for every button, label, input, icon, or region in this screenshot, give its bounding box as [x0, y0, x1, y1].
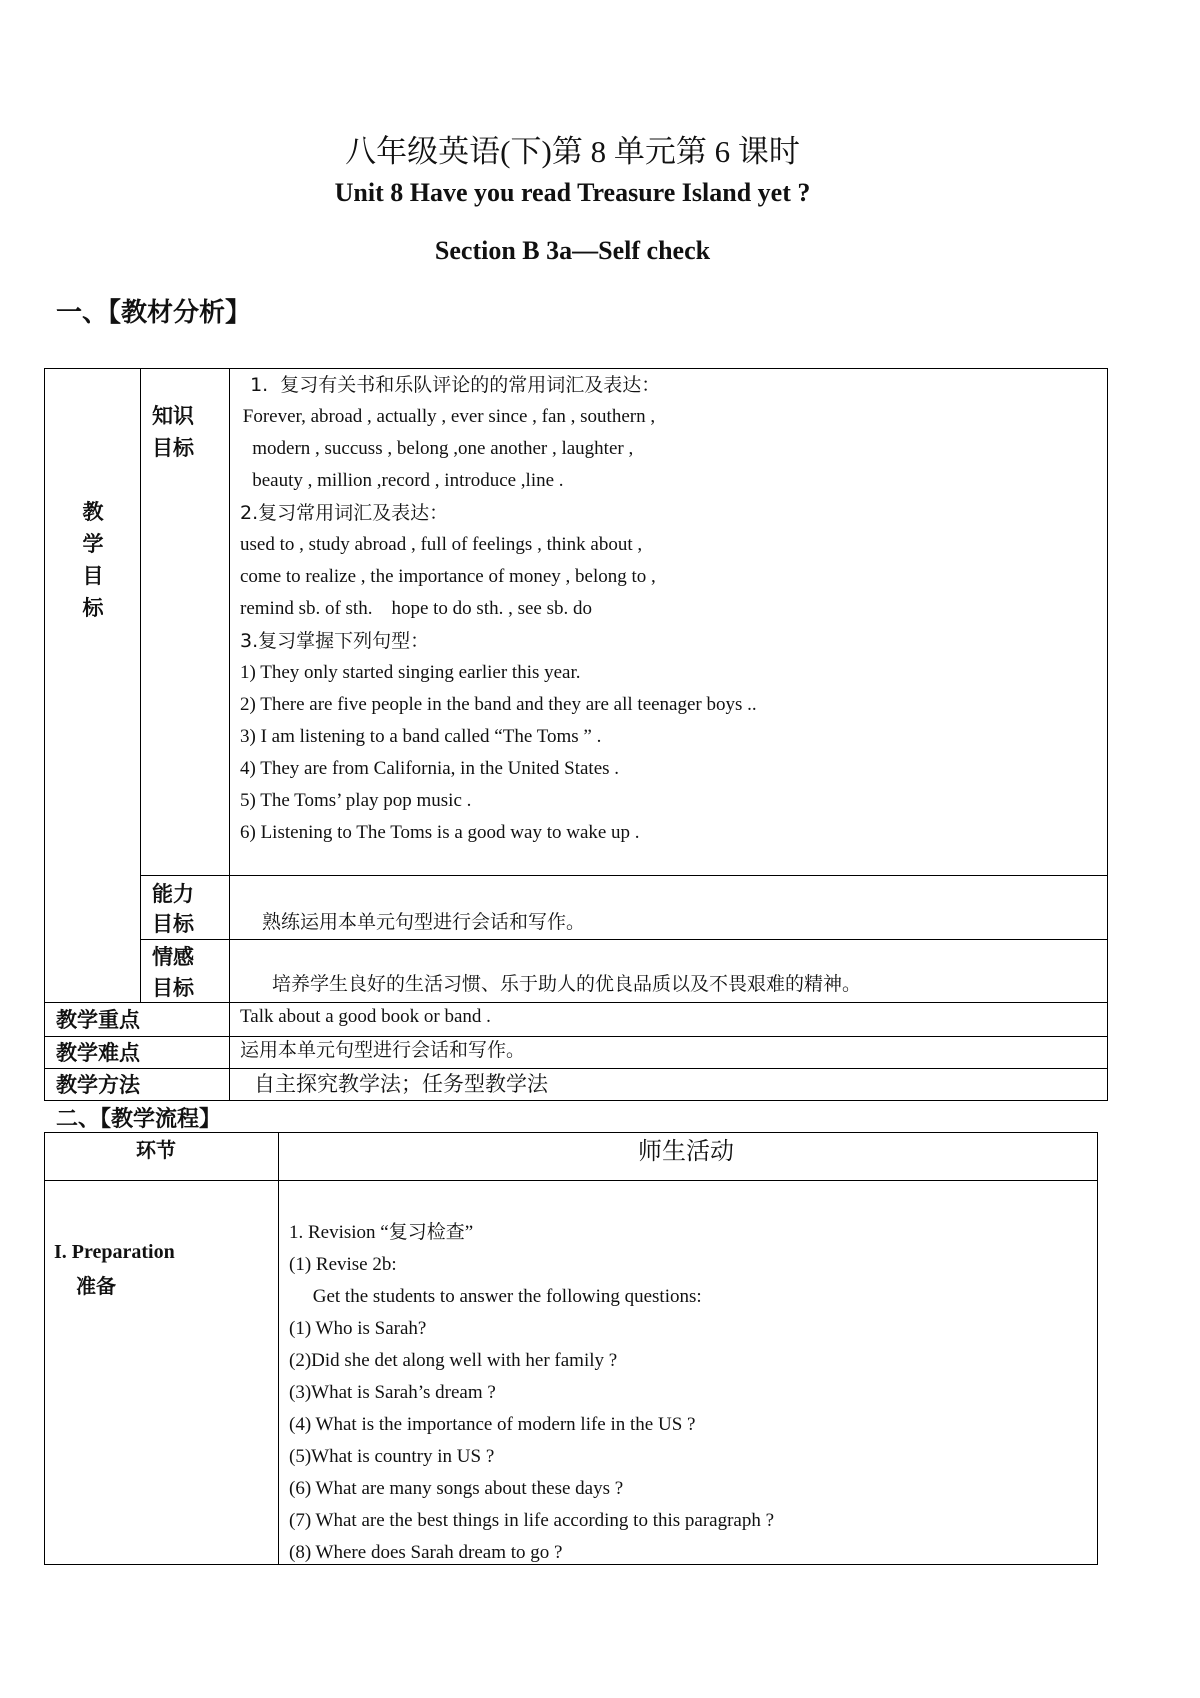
row-label-char: 学 — [82, 532, 104, 556]
row-label-char: 教 — [82, 500, 104, 524]
knowledge-label-2: 目标 — [152, 436, 194, 460]
activity-line: (8) Where does Sarah dream to go ? — [289, 1542, 563, 1563]
col-header-stage: 环节 — [136, 1138, 176, 1162]
stage-name-cn: 准备 — [76, 1274, 116, 1298]
knowledge-label: 知识 — [152, 404, 194, 428]
knowledge-line: Forever, abroad , actually , ever since , fan , southern , — [238, 406, 656, 427]
ability-text: 熟练运用本单元句型进行会话和写作。 — [262, 911, 586, 933]
key-point-label: 教学重点 — [56, 1008, 140, 1032]
knowledge-line: 3) I am listening to a band called “The Toms ” . — [240, 726, 602, 747]
activity-line: (7) What are the best things in life according to this paragraph ? — [289, 1510, 775, 1531]
knowledge-line: 3.复习掌握下列句型： — [240, 630, 430, 652]
activity-line: (1) Who is Sarah? — [289, 1318, 427, 1339]
knowledge-line: beauty , million ,record , introduce ,line . — [238, 470, 564, 491]
key-point-text: Talk about a good book or band . — [240, 1006, 491, 1027]
knowledge-line: modern , succuss , belong ,one another , laughter , — [238, 438, 634, 459]
page-title: 八年级英语(下)第 8 单元第 6 课时 — [345, 134, 800, 169]
row-label-char: 标 — [82, 596, 104, 620]
col-header-activity: 师生活动 — [638, 1137, 734, 1165]
knowledge-line: used to , study abroad , full of feelings , think about , — [240, 534, 643, 555]
activity-line: 1. Revision “复习检查” — [289, 1222, 474, 1243]
activity-line: Get the students to answer the following questions: — [289, 1286, 702, 1307]
difficulty-text: 运用本单元句型进行会话和写作。 — [240, 1039, 526, 1061]
knowledge-line: 4) They are from California, in the United States . — [240, 758, 620, 779]
knowledge-line: come to realize , the importance of money , belong to , — [240, 566, 656, 587]
unit-title: Unit 8 Have you read Treasure Island yet ? — [334, 178, 811, 207]
knowledge-line: 2) There are five people in the band and they are all teenager boys .. — [240, 694, 757, 715]
activity-line: (2)Did she det along well with her family ? — [289, 1350, 618, 1371]
difficulty-label: 教学难点 — [56, 1041, 140, 1065]
section1-heading: 一、【教材分析】 — [56, 298, 252, 328]
activity-line: (5)What is country in US ? — [289, 1446, 495, 1467]
knowledge-line: 6) Listening to The Toms is a good way to wake up . — [240, 822, 640, 843]
emotion-text: 培养学生良好的生活习惯、乐于助人的优良品质以及不畏艰难的精神。 — [272, 973, 862, 995]
method-label: 教学方法 — [56, 1073, 140, 1097]
activity-line: (4) What is the importance of modern life in the US ? — [289, 1414, 696, 1435]
row-label-char: 目 — [82, 564, 104, 588]
activity-line: (1) Revise 2b: — [289, 1254, 397, 1275]
knowledge-line: 2.复习常用词汇及表达： — [240, 502, 449, 524]
method-text: 自主探究教学法；任务型教学法 — [254, 1072, 548, 1096]
knowledge-line: 1. 复习有关书和乐队评论的的常用词汇及表达： — [238, 374, 661, 396]
knowledge-line: 1) They only started singing earlier this year. — [240, 662, 581, 683]
activity-line: (3)What is Sarah’s dream ? — [289, 1382, 496, 1403]
ability-label: 能力 — [152, 882, 194, 906]
emotion-label: 情感 — [152, 945, 194, 969]
section-title: Section B 3a—Self check — [434, 236, 711, 265]
knowledge-line: 5) The Toms’ play pop music . — [240, 790, 472, 811]
stage-name-en: I. Preparation — [54, 1241, 175, 1263]
section2-heading: 二、【教学流程】 — [56, 1107, 222, 1132]
knowledge-line: remind sb. of sth. hope to do sth. , see sb. do — [240, 598, 593, 619]
emotion-label-2: 目标 — [152, 976, 194, 1000]
activity-line: (6) What are many songs about these days ? — [289, 1478, 624, 1499]
ability-label-2: 目标 — [152, 912, 194, 936]
